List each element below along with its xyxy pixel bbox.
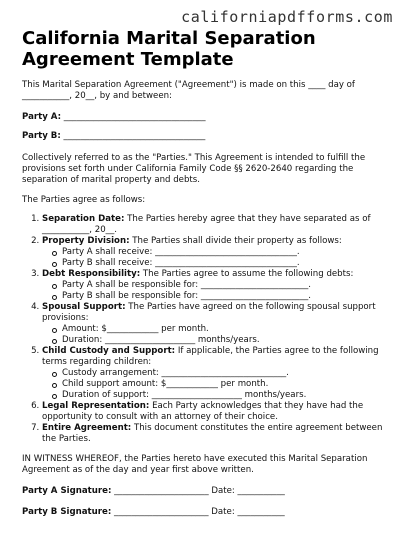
term-entire-agreement bbox=[42, 423, 398, 445]
document-title: California Marital Separation Agreement Template bbox=[22, 28, 316, 70]
term-debt-responsibility bbox=[42, 269, 398, 302]
term-heading: Spousal Support: bbox=[42, 302, 126, 312]
term-text: This document constitutes the entire agreement between the Parties. bbox=[42, 423, 383, 444]
party-a-blank: _________________________________ bbox=[63, 112, 206, 122]
term-heading: Legal Representation: bbox=[42, 401, 150, 411]
spousal-sublist bbox=[42, 324, 398, 346]
party-b-signature-blank: ______________________ Date: ___________ bbox=[111, 507, 285, 517]
term-legal-representation bbox=[42, 401, 398, 423]
party-b-label: Party B: bbox=[22, 131, 61, 141]
term-text: If applicable, the Parties agree to the following terms regarding children: bbox=[42, 346, 379, 367]
list-item: Party B shall be responsible for: _________________________. bbox=[62, 291, 398, 302]
term-heading: Debt Responsibility: bbox=[42, 269, 141, 279]
term-text: The Parties agree to assume the following debts: bbox=[140, 269, 354, 279]
list-item: Duration: _____________________ months/years. bbox=[62, 335, 398, 346]
party-a-line bbox=[22, 112, 398, 123]
term-separation-date bbox=[42, 214, 398, 236]
term-text: Each Party acknowledges that they have had the opportunity to consult with an attorney of their choice. bbox=[42, 401, 364, 422]
list-item: Party B shall receive: _________________________________. bbox=[62, 258, 398, 269]
witness-paragraph: IN WITNESS WHEREOF, the Parties hereto have executed this Marital Separation Agreement as of the day and year first above written. bbox=[22, 454, 368, 475]
list-item: Child support amount: $____________ per month. bbox=[62, 379, 398, 390]
party-b-signature-line bbox=[22, 507, 398, 518]
list-item: Amount: $____________ per month. bbox=[62, 324, 398, 335]
intro-paragraph: This Marital Separation Agreement ("Agreement") is made on this ____ day of ___________, 20__, by and between: bbox=[22, 80, 355, 101]
document-body bbox=[22, 28, 398, 518]
party-a-signature-label: Party A Signature: bbox=[22, 486, 112, 496]
list-item: Duration of support: _____________________ months/years. bbox=[62, 390, 398, 401]
party-b-signature-label: Party B Signature: bbox=[22, 507, 112, 517]
agree-intro: The Parties agree as follows: bbox=[22, 195, 146, 205]
list-item: Custody arrangement: _____________________________. bbox=[62, 368, 398, 379]
party-b-blank: _________________________________ bbox=[63, 131, 206, 141]
term-heading: Separation Date: bbox=[42, 214, 125, 224]
site-watermark: californiapdfforms.com bbox=[181, 8, 393, 26]
debt-sublist bbox=[42, 280, 398, 302]
terms-list bbox=[22, 214, 398, 445]
term-text: The Parties have agreed on the following spousal support provisions: bbox=[42, 302, 376, 323]
custody-sublist bbox=[42, 368, 398, 401]
property-sublist bbox=[42, 247, 398, 269]
party-a-label: Party A: bbox=[22, 112, 62, 122]
list-item: Party A shall be responsible for: _________________________. bbox=[62, 280, 398, 291]
term-heading: Entire Agreement: bbox=[42, 423, 132, 433]
party-a-signature-blank: ______________________ Date: ___________ bbox=[111, 486, 285, 496]
term-text: The Parties shall divide their property as follows: bbox=[129, 236, 342, 246]
collective-paragraph: Collectively referred to as the "Parties." This Agreement is intended to fulfill the provisions set forth under California Family Code §§ 2620-2640 regarding the separation of marital property and debts. bbox=[22, 153, 366, 185]
term-child-custody bbox=[42, 346, 398, 401]
list-item: Party A shall receive: _________________________________. bbox=[62, 247, 398, 258]
term-spousal-support bbox=[42, 302, 398, 346]
party-b-line bbox=[22, 131, 398, 142]
term-heading: Property Division: bbox=[42, 236, 130, 246]
party-a-signature-line bbox=[22, 486, 398, 497]
term-heading: Child Custody and Support: bbox=[42, 346, 176, 356]
term-property-division bbox=[42, 236, 398, 269]
term-text: The Parties hereby agree that they have separated as of ___________, 20__. bbox=[42, 214, 371, 235]
